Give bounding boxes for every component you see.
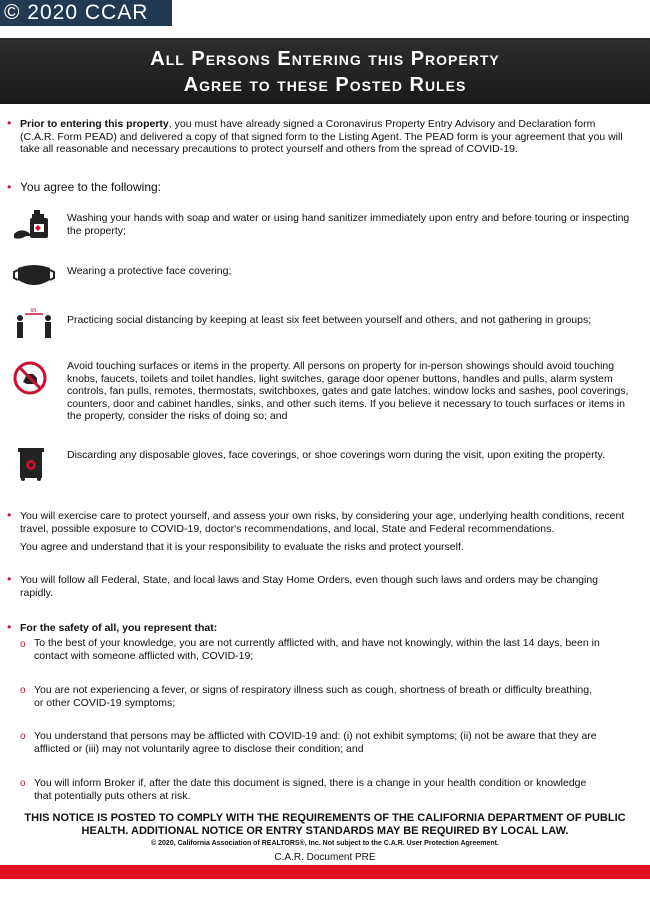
safety-item: To the best of your knowledge, you are not currently afflicted with, and have not knowingly, within the last 14 days, been in contact with someone afflicted with, COVID-19; (34, 637, 600, 662)
intro-text: , you must have already signed a Coronavirus Property Entry Advisory and Declaration form (C.A.R. Form PEAD) and delivered a copy of that signed form to the Listing Agent. The PEAD form is your agreement that you will take all reasonable and necessary precautions to protect yourself and others from the spread of COVID-19. (20, 118, 623, 155)
bullet-dot: • (7, 116, 12, 130)
social-distancing-icon (12, 306, 56, 342)
bullet-dot: • (7, 572, 12, 586)
agree-heading: You agree to the following: (20, 180, 161, 194)
care-paragraph (20, 510, 630, 554)
item-text: Washing your hands with soap and water or using hand sanitizer immediately upon entry and before touring or inspecting the property; (67, 212, 630, 237)
safety-heading: For the safety of all, you represent that: (20, 622, 218, 634)
bullet-dot: • (7, 508, 12, 522)
item-text: Avoid touching surfaces or items in the property. All persons on property for in-person showings should avoid touching knobs, faucets, toilets and toilet handles, light switches, garage door opener buttons, handles and pulls, alarm system controls, fan pulls, remotes, thermostats, switchboxes, gates and gate latches, window locks and sashes, pool coverings, counters, door and cabinet handles, sinks, and other such items. If you believe it necessary to touch surfaces or items in the property, consider the risks of doing so; and (67, 360, 629, 422)
sub-bullet: o (20, 685, 26, 696)
intro-paragraph (20, 118, 630, 156)
sub-bullet: o (20, 731, 26, 742)
page-title (0, 38, 650, 104)
sub-bullet: o (20, 778, 26, 789)
safety-item: You will inform Broker if, after the date this document is signed, there is a change in your health condition or knowledge that potentially puts others at risk. (34, 777, 587, 802)
face-mask-icon (12, 258, 56, 294)
sub-bullet: o (20, 639, 26, 650)
bullet-dot: • (7, 180, 12, 194)
title-line-2: Agree to these Posted Rules (183, 74, 467, 96)
copyright-watermark: © 2020 CCAR (0, 0, 172, 26)
item-text: Wearing a protective face covering; (67, 265, 232, 277)
bullet-dot: • (7, 620, 12, 634)
care-line-1: You will exercise care to protect yourself, and assess your own risks, by considering your age, underlying health conditions, recent travel, possible exposure to COVID-19, doctor's recommendations, and local, State and Federal recommendations. (20, 510, 625, 535)
no-touching-icon (12, 360, 56, 396)
item-text: Practicing social distancing by keeping at least six feet between yourself and others, and not gathering in groups; (67, 314, 592, 326)
care-line-2: You agree and understand that it is your responsibility to evaluate the risks and protect yourself. (20, 541, 464, 553)
document-id: C.A.R. Document PRE (274, 852, 376, 863)
intro-bold: Prior to entering this property (20, 118, 169, 130)
safety-item: You understand that persons may be afflicted with COVID-19 and: (i) not exhibit symptoms; (ii) not be aware that they are afflicted or (iii) may not voluntarily agree to disclose their condition; and (34, 730, 597, 755)
laws-paragraph: You will follow all Federal, State, and local laws and Stay Home Orders, even though such laws and orders may be changing rapidly. (20, 574, 599, 599)
footer-red-bar (0, 865, 650, 879)
hand-sanitizer-icon (12, 208, 56, 244)
compliance-notice: THIS NOTICE IS POSTED TO COMPLY WITH THE REQUIREMENTS OF THE CALIFORNIA DEPARTMENT OF PUBLIC HEALTH. ADDITIONAL NOTICE OR ENTRY STANDARDS MAY BE REQUIRED BY LOCAL LAW. (24, 812, 626, 837)
svg-text:6ft.: 6ft. (30, 308, 38, 314)
safety-item: You are not experiencing a fever, or signs of respiratory illness such as cough, shortness of breath or difficulty breathing, or other COVID-19 symptoms; (34, 684, 592, 709)
copyright-line: © 2020, California Association of REALTORS®, Inc. Not subject to the C.A.R. User Protection Agreement. (151, 840, 499, 847)
title-line-1: All Persons Entering this Property (150, 48, 500, 70)
item-text: Discarding any disposable gloves, face coverings, or shoe coverings worn during the visit, upon exiting the property. (67, 449, 605, 461)
biohazard-bin-icon (12, 446, 56, 482)
